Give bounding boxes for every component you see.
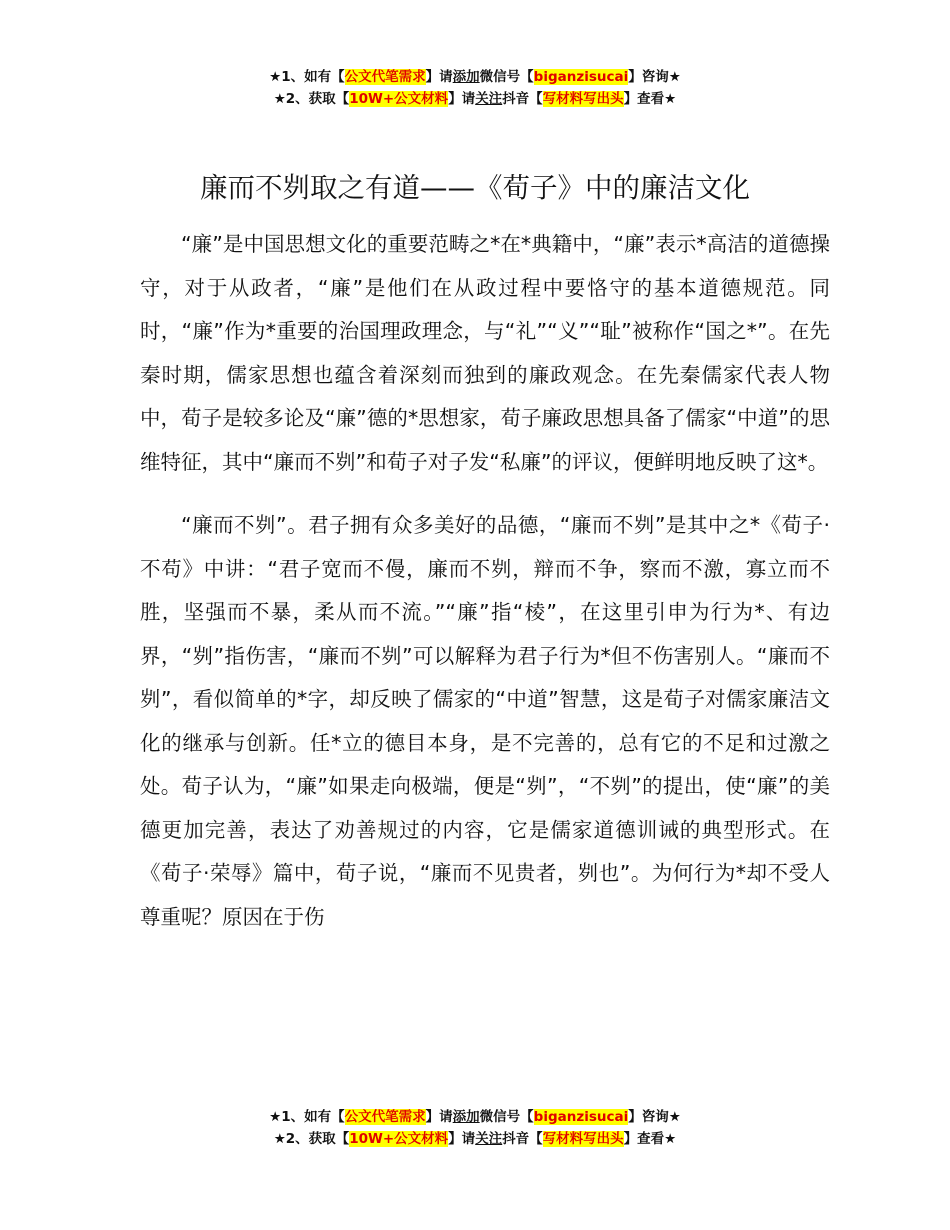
banner-text: ★2、获取【 [273, 1131, 350, 1147]
banner-text: 抖音【 [502, 1131, 543, 1147]
header-banner [0, 66, 950, 110]
banner-text: ★1、如有【 [269, 69, 345, 85]
document-title: 廉而不刿取之有道——《荀子》中的廉洁文化 [200, 172, 750, 204]
banner-highlight: 公文代笔需求 [344, 1109, 426, 1125]
banner-text: 】查看★ [623, 91, 677, 107]
banner-text: 抖音【 [502, 91, 543, 107]
banner-text: 】查看★ [623, 1131, 677, 1147]
banner-highlight: 10W+公文材料 [349, 1131, 449, 1147]
paragraph-1: “廉”是中国思想文化的重要范畴之*在*典籍中，“廉”表示*高洁的道德操守，对于从政者，“廉”是他们在从政过程中要恪守的基本道德规范。同时，“廉”作为*重要的治国理政理念，与“礼”“义”“耻”被称作“国之*”。在先秦时期，儒家思想也蕴含着深刻而独到的廉政观念。在先秦儒家代表人物中，荀子是较多论及“廉”德的*思想家，荀子廉政思想具备了儒家“中道”的思维特征，其中“廉而不刿”和荀子对子发“私廉”的评议，便鲜明地反映了这*。 [140, 232, 830, 474]
banner-text: 微信号【 [479, 69, 534, 85]
banner-highlight: 10W+公文材料 [349, 91, 449, 107]
banner-line-1 [0, 1106, 950, 1128]
banner-text: 】请 [425, 69, 453, 85]
banner-text: ★1、如有【 [269, 1109, 345, 1125]
banner-highlight: 公文代笔需求 [344, 69, 426, 85]
banner-text: 】请 [425, 1109, 453, 1125]
banner-line-2 [0, 88, 950, 110]
banner-text: 】请 [448, 91, 476, 107]
banner-text: 】请 [448, 1131, 476, 1147]
banner-highlight: biganzisucai [533, 1109, 629, 1125]
banner-underlined: 关注 [475, 1131, 503, 1147]
banner-line-2 [0, 1128, 950, 1150]
banner-highlight: biganzisucai [533, 69, 629, 85]
banner-highlight: 写材料写出头 [542, 91, 624, 107]
document-body [140, 223, 830, 959]
banner-text: 微信号【 [479, 1109, 534, 1125]
banner-underlined: 添加 [452, 1109, 480, 1125]
paragraph-2: “廉而不刿”。君子拥有众多美好的品德，“廉而不刿”是其中之*《荀子·不苟》中讲：“君子宽而不僈，廉而不刿，辩而不争，察而不激，寡立而不胜，坚强而不暴，柔从而不流。”“廉”指“棱”，在这里引申为行为*、有边界，“刿”指伤害，“廉而不刿”可以解释为君子行为*但不伤害别人。“廉而不刿”，看似简单的*字，却反映了儒家的“中道”智慧，这是荀子对儒家廉洁文化的继承与创新。任*立的德目本身，是不完善的，总有它的不足和过激之处。荀子认为，“廉”如果走向极端，便是“刿”，“不刿”的提出，使“廉”的美德更加完善，表达了劝善规过的内容，它是儒家道德训诫的典型形式。在《荀子·荣辱》篇中，荀子说，“廉而不见贵者，刿也”。为何行为*却不受人尊重呢？原因在于伤 [140, 513, 830, 929]
banner-text: 】咨询★ [628, 1109, 681, 1125]
footer-banner [0, 1106, 950, 1150]
banner-text: 】咨询★ [628, 69, 681, 85]
banner-highlight: 写材料写出头 [542, 1131, 624, 1147]
banner-underlined: 关注 [475, 91, 503, 107]
banner-text: ★2、获取【 [273, 91, 350, 107]
banner-underlined: 添加 [452, 69, 480, 85]
banner-line-1 [0, 66, 950, 88]
